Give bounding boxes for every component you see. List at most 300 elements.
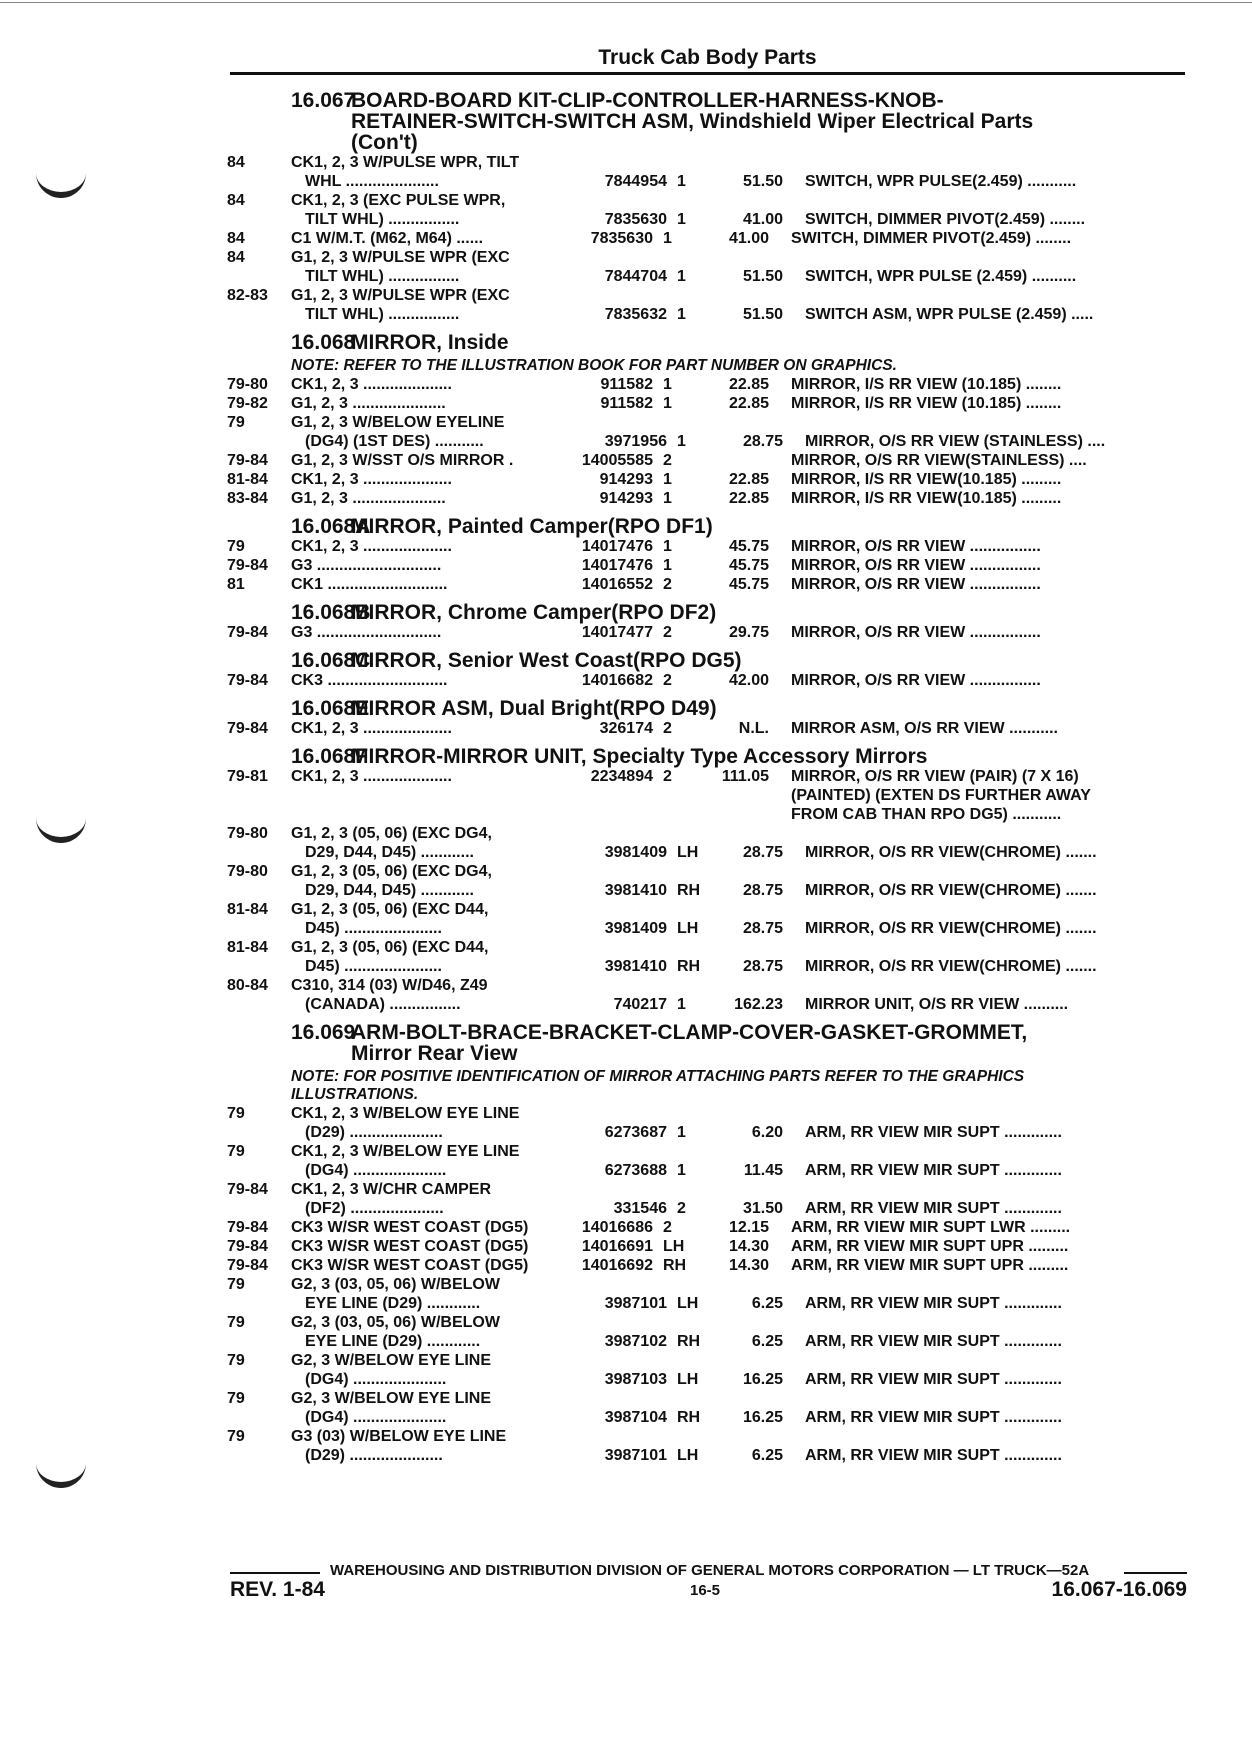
- part-row: [227, 824, 1187, 862]
- part-row-line: [227, 172, 1187, 191]
- part-description: MIRROR, O/S RR VIEW(CHROME) .......: [805, 958, 1097, 975]
- model-years: [227, 1161, 291, 1180]
- part-row-line: [227, 1427, 1187, 1446]
- quantity: 1: [663, 490, 672, 507]
- quantity: 2: [663, 452, 672, 469]
- part-row: [227, 375, 1187, 394]
- parts-catalog-content: [227, 82, 1187, 1465]
- model-years: [227, 1370, 291, 1389]
- part-row: [227, 575, 1187, 594]
- section-note: NOTE: REFER TO THE ILLUSTRATION BOOK FOR PART NUMBER ON GRAPHICS.: [291, 357, 897, 374]
- quantity: 1: [663, 471, 672, 488]
- part-description: MIRROR, O/S RR VIEW (PAIR) (7 X 16) (PAINTED) (EXTEN DS FURTHER AWAY FROM CAB THAN RPO DG5) ...........: [791, 768, 1091, 823]
- part-row-line: [227, 413, 1187, 432]
- application: G1, 2, 3 W/PULSE WPR (EXC: [291, 287, 510, 304]
- part-number: 7835632: [604, 306, 667, 323]
- part-number: 326174: [599, 720, 653, 737]
- part-row-line: [227, 286, 1187, 305]
- quantity: 2: [663, 624, 672, 641]
- part-description: ARM, RR VIEW MIR SUPT .............: [805, 1200, 1062, 1217]
- model-years: 81: [227, 576, 245, 593]
- part-description: MIRROR UNIT, O/S RR VIEW ..........: [805, 996, 1069, 1013]
- application: G2, 3 W/BELOW EYE LINE: [291, 1390, 492, 1407]
- price: 28.75: [742, 433, 783, 450]
- quantity: LH: [677, 1371, 699, 1388]
- price: 51.50: [742, 306, 783, 323]
- model-years: 79-84: [227, 452, 268, 469]
- part-row-line: [227, 1294, 1187, 1313]
- part-description: ARM, RR VIEW MIR SUPT .............: [805, 1162, 1062, 1179]
- section-heading: [227, 698, 1187, 719]
- part-row-line: [227, 623, 1187, 642]
- part-description: ARM, RR VIEW MIR SUPT .............: [805, 1371, 1062, 1388]
- application: (DG4) .....................: [305, 1409, 447, 1426]
- application: G1, 2, 3 (05, 06) (EXC DG4,: [291, 863, 492, 880]
- model-years: 79: [227, 1143, 245, 1160]
- quantity: 2: [663, 576, 672, 593]
- part-row-line: [227, 1389, 1187, 1408]
- application: G1, 2, 3 .....................: [291, 395, 446, 412]
- part-row-line: [227, 1313, 1187, 1332]
- part-row-line: [227, 1199, 1187, 1218]
- model-years: 79-84: [227, 1181, 268, 1198]
- model-years: [227, 210, 291, 229]
- quantity: LH: [677, 1447, 699, 1464]
- part-row-line: [227, 489, 1187, 508]
- part-number: 3987103: [604, 1371, 667, 1388]
- part-number: 7844704: [604, 268, 667, 285]
- part-row-line: [227, 1351, 1187, 1370]
- part-number: 14016691: [581, 1238, 653, 1255]
- quantity: 1: [677, 306, 686, 323]
- part-row: [227, 1142, 1187, 1180]
- model-years: 80-84: [227, 977, 268, 994]
- quantity: LH: [677, 844, 699, 861]
- footer-rule-left: [230, 1572, 320, 1574]
- part-description: SWITCH, WPR PULSE (2.459) ..........: [805, 268, 1077, 285]
- part-number: 6273688: [604, 1162, 667, 1179]
- section-heading: [227, 1022, 1187, 1064]
- model-years: 79-82: [227, 395, 268, 412]
- part-row: [227, 489, 1187, 508]
- price: 11.45: [743, 1162, 783, 1179]
- section-title: BOARD-BOARD KIT-CLIP-CONTROLLER-HARNESS-KNOB- RETAINER-SWITCH-SWITCH ASM, Windshield Wiper Electrical Parts (Con't): [351, 89, 1034, 154]
- model-years: 79-80: [227, 825, 268, 842]
- part-row: [227, 1256, 1187, 1275]
- quantity: 2: [677, 1200, 686, 1217]
- application: G3 ............................: [291, 557, 442, 574]
- application: CK1, 2, 3 ....................: [291, 720, 452, 737]
- part-row: [227, 286, 1187, 324]
- part-row: [227, 394, 1187, 413]
- part-row: [227, 248, 1187, 286]
- part-row-line: [227, 1446, 1187, 1465]
- model-years: 79: [227, 1276, 245, 1293]
- price: 42.00: [728, 672, 769, 689]
- part-description: SWITCH, DIMMER PIVOT(2.459) ........: [805, 211, 1086, 228]
- model-years: 79: [227, 1428, 245, 1445]
- application: G3 (03) W/BELOW EYE LINE: [291, 1428, 507, 1445]
- quantity: 1: [677, 1162, 686, 1179]
- model-years: 79-80: [227, 863, 268, 880]
- application: CK1, 2, 3 W/CHR CAMPER: [291, 1181, 492, 1198]
- part-row-line: [227, 153, 1187, 172]
- price: 12.15: [728, 1219, 769, 1236]
- part-row: [227, 1389, 1187, 1427]
- application: CK3 W/SR WEST COAST (DG5): [291, 1219, 529, 1236]
- application: EYE LINE (D29) ............: [305, 1295, 481, 1312]
- quantity: 1: [677, 268, 686, 285]
- section-title: MIRROR, Inside: [351, 331, 509, 354]
- top-edge-rule: [0, 2, 1252, 3]
- part-row-line: [227, 1237, 1187, 1256]
- part-row-line: [227, 824, 1187, 843]
- price: 14.30: [728, 1257, 769, 1274]
- application: TILT WHL) ................: [305, 306, 460, 323]
- part-number: 6273687: [604, 1124, 667, 1141]
- application: CK1, 2, 3 ....................: [291, 768, 452, 785]
- part-row-line: [227, 248, 1187, 267]
- application: TILT WHL) ................: [305, 268, 460, 285]
- application: G1, 2, 3 (05, 06) (EXC D44,: [291, 939, 489, 956]
- part-row: [227, 1351, 1187, 1389]
- price: 22.85: [728, 395, 769, 412]
- part-row-line: [227, 575, 1187, 594]
- part-row-line: [227, 719, 1187, 738]
- price: 6.20: [751, 1124, 783, 1141]
- binder-hole-mark-middle: [36, 815, 86, 843]
- application: (DF2) .....................: [305, 1200, 444, 1217]
- part-row: [227, 451, 1187, 470]
- model-years: [227, 267, 291, 286]
- part-number: 2234894: [590, 768, 653, 785]
- quantity: 1: [677, 433, 686, 450]
- model-years: 81-84: [227, 939, 268, 956]
- part-number: 740217: [613, 996, 667, 1013]
- model-years: 79-84: [227, 557, 268, 574]
- section-number: 16.068: [291, 331, 356, 354]
- part-row: [227, 862, 1187, 900]
- part-number: 3987101: [604, 1447, 667, 1464]
- application: (D29) .....................: [305, 1447, 443, 1464]
- part-row: [227, 1180, 1187, 1218]
- model-years: [227, 919, 291, 938]
- section-heading: [227, 746, 1187, 767]
- part-row: [227, 976, 1187, 1014]
- part-row-line: [227, 995, 1187, 1014]
- part-number: 7835630: [604, 211, 667, 228]
- part-row: [227, 556, 1187, 575]
- section-note: NOTE: FOR POSITIVE IDENTIFICATION OF MIRROR ATTACHING PARTS REFER TO THE GRAPHICS ILLUSTRATIONS.: [291, 1068, 1025, 1103]
- part-number: 7844954: [604, 173, 667, 190]
- part-description: MIRROR, O/S RR VIEW (STAINLESS) ....: [805, 433, 1106, 450]
- part-row-line: [227, 470, 1187, 489]
- model-years: 79: [227, 1352, 245, 1369]
- application: CK3 W/SR WEST COAST (DG5): [291, 1238, 529, 1255]
- part-description: MIRROR, I/S RR VIEW (10.185) ........: [791, 395, 1062, 412]
- part-row: [227, 1218, 1187, 1237]
- part-description: MIRROR, I/S RR VIEW(10.185) .........: [791, 490, 1062, 507]
- part-description: MIRROR, O/S RR VIEW(CHROME) .......: [805, 882, 1097, 899]
- part-number: 3981409: [604, 920, 667, 937]
- price: 31.50: [742, 1200, 783, 1217]
- section-heading: [227, 332, 1187, 353]
- model-years: 79: [227, 1314, 245, 1331]
- part-row-line: [227, 1142, 1187, 1161]
- part-number: 14017477: [581, 624, 653, 641]
- application: D45) ......................: [305, 920, 442, 937]
- quantity: 1: [663, 376, 672, 393]
- part-description: ARM, RR VIEW MIR SUPT .............: [805, 1295, 1062, 1312]
- application: D29, D44, D45) ............: [305, 844, 474, 861]
- model-years: [227, 1294, 291, 1313]
- quantity: 1: [663, 395, 672, 412]
- application: CK1, 2, 3 W/BELOW EYE LINE: [291, 1143, 520, 1160]
- part-row-line: [227, 938, 1187, 957]
- part-row-line: [227, 843, 1187, 862]
- part-number: 3981410: [604, 958, 667, 975]
- application: G1, 2, 3 (05, 06) (EXC DG4,: [291, 825, 492, 842]
- section-number: 16.068F: [291, 745, 369, 768]
- model-years: [227, 1332, 291, 1351]
- application: C1 W/M.T. (M62, M64) ......: [291, 230, 484, 247]
- price: 6.25: [751, 1447, 783, 1464]
- application: CK1, 2, 3 (EXC PULSE WPR,: [291, 192, 506, 209]
- quantity: LH: [663, 1238, 685, 1255]
- part-description: ARM, RR VIEW MIR SUPT .............: [805, 1333, 1062, 1350]
- price: 22.85: [728, 490, 769, 507]
- model-years: 84: [227, 154, 245, 171]
- part-number: 3987102: [604, 1333, 667, 1350]
- quantity: 2: [663, 768, 672, 785]
- part-row-line: [227, 1256, 1187, 1275]
- part-row-line: [227, 1180, 1187, 1199]
- part-row: [227, 413, 1187, 451]
- model-years: 83-84: [227, 490, 268, 507]
- application: CK1, 2, 3 ....................: [291, 471, 452, 488]
- section-heading: [227, 90, 1187, 153]
- quantity: 1: [677, 1124, 686, 1141]
- part-row-line: [227, 1370, 1187, 1389]
- price: 51.50: [742, 173, 783, 190]
- part-number: 14017476: [581, 557, 653, 574]
- part-number: 911582: [600, 376, 653, 393]
- part-row: [227, 671, 1187, 690]
- part-row-line: [227, 1161, 1187, 1180]
- price: 14.30: [728, 1238, 769, 1255]
- model-years: 79: [227, 1390, 245, 1407]
- model-years: 79-80: [227, 376, 268, 393]
- price: 41.00: [728, 230, 769, 247]
- part-row-line: [227, 900, 1187, 919]
- quantity: RH: [677, 1409, 701, 1426]
- section-number: 16.069: [291, 1021, 356, 1044]
- part-row-line: [227, 862, 1187, 881]
- part-description: MIRROR, I/S RR VIEW(10.185) .........: [791, 471, 1062, 488]
- application: CK3 W/SR WEST COAST (DG5): [291, 1257, 529, 1274]
- model-years: 84: [227, 230, 245, 247]
- model-years: [227, 1199, 291, 1218]
- application: CK1, 2, 3 W/PULSE WPR, TILT: [291, 154, 520, 171]
- title-rule: [230, 72, 1185, 75]
- footer-rule-right: [1124, 1572, 1187, 1574]
- section-title: MIRROR, Chrome Camper(RPO DF2): [351, 601, 717, 624]
- part-description: MIRROR, O/S RR VIEW ................: [791, 538, 1041, 555]
- model-years: 79-81: [227, 768, 268, 785]
- model-years: [227, 881, 291, 900]
- part-row-line: [227, 1275, 1187, 1294]
- model-years: 84: [227, 192, 245, 209]
- application: CK1 ...........................: [291, 576, 448, 593]
- application: (DG4) (1ST DES) ...........: [305, 433, 484, 450]
- application: G3 ............................: [291, 624, 442, 641]
- model-years: [227, 172, 291, 191]
- binder-hole-mark-bottom: [36, 1460, 86, 1488]
- part-row: [227, 153, 1187, 191]
- part-description: ARM, RR VIEW MIR SUPT .............: [805, 1409, 1062, 1426]
- footer-division-text: WAREHOUSING AND DISTRIBUTION DIVISION OF GENERAL MOTORS CORPORATION — LT TRUCK—52A: [330, 1562, 1090, 1579]
- model-years: [227, 957, 291, 976]
- section-number: 16.068B: [291, 601, 371, 624]
- section-number: 16.067: [291, 89, 356, 112]
- part-row: [227, 229, 1187, 248]
- part-row-line: [227, 375, 1187, 394]
- model-years: 79-84: [227, 672, 268, 689]
- part-description: SWITCH ASM, WPR PULSE (2.459) .....: [805, 306, 1094, 323]
- price: 45.75: [728, 557, 769, 574]
- part-number: 914293: [599, 471, 653, 488]
- application: CK1, 2, 3 ....................: [291, 376, 452, 393]
- part-row-line: [227, 957, 1187, 976]
- part-description: MIRROR, O/S RR VIEW(CHROME) .......: [805, 844, 1097, 861]
- application: G1, 2, 3 (05, 06) (EXC D44,: [291, 901, 489, 918]
- model-years: 81-84: [227, 471, 268, 488]
- price: N.L.: [738, 720, 769, 737]
- page-title: Truck Cab Body Parts: [598, 46, 817, 69]
- application: D45) ......................: [305, 958, 442, 975]
- part-number: 14016682: [581, 672, 653, 689]
- part-description: MIRROR, O/S RR VIEW ................: [791, 576, 1041, 593]
- price: 22.85: [728, 471, 769, 488]
- quantity: RH: [677, 882, 701, 899]
- model-years: 82-83: [227, 287, 268, 304]
- part-row-line: [227, 229, 1187, 248]
- section-number: 16.068C: [291, 649, 371, 672]
- application: (DG4) .....................: [305, 1162, 447, 1179]
- part-number: 3981410: [604, 882, 667, 899]
- quantity: RH: [677, 1333, 701, 1350]
- part-row: [227, 623, 1187, 642]
- section-title: MIRROR, Senior West Coast(RPO DG5): [351, 649, 742, 672]
- part-row-line: [227, 976, 1187, 995]
- part-description: SWITCH, DIMMER PIVOT(2.459) ........: [791, 230, 1072, 247]
- part-row-line: [227, 432, 1187, 451]
- section-title: MIRROR, Painted Camper(RPO DF1): [351, 515, 713, 538]
- quantity: RH: [663, 1257, 687, 1274]
- model-years: 79: [227, 1105, 245, 1122]
- price: 6.25: [751, 1333, 783, 1350]
- part-row: [227, 1313, 1187, 1351]
- part-number: 14016552: [581, 576, 653, 593]
- part-row-line: [227, 1408, 1187, 1427]
- price: 28.75: [742, 844, 783, 861]
- binder-hole-mark-top: [36, 170, 86, 198]
- application: CK1, 2, 3 ....................: [291, 538, 452, 555]
- application: C310, 314 (03) W/D46, Z49: [291, 977, 488, 994]
- model-years: 79: [227, 414, 245, 431]
- part-row-line: [227, 451, 1187, 470]
- price: 51.50: [742, 268, 783, 285]
- part-row-line: [227, 767, 1187, 824]
- part-description: MIRROR, O/S RR VIEW(CHROME) .......: [805, 920, 1097, 937]
- price: 28.75: [742, 958, 783, 975]
- application: G2, 3 W/BELOW EYE LINE: [291, 1352, 492, 1369]
- quantity: 1: [663, 538, 672, 555]
- application: G1, 2, 3 .....................: [291, 490, 446, 507]
- application: CK3 ...........................: [291, 672, 448, 689]
- application: (D29) .....................: [305, 1124, 443, 1141]
- part-row-line: [227, 537, 1187, 556]
- part-description: ARM, RR VIEW MIR SUPT UPR .........: [791, 1238, 1069, 1255]
- part-number: 14016692: [581, 1257, 653, 1274]
- page-number: 16-5: [690, 1582, 721, 1599]
- application: (CANADA) ................: [305, 996, 461, 1013]
- price: 162.23: [734, 996, 783, 1013]
- model-years: 79-84: [227, 720, 268, 737]
- part-number: 14017476: [581, 538, 653, 555]
- application: CK1, 2, 3 W/BELOW EYE LINE: [291, 1105, 520, 1122]
- model-years: [227, 995, 291, 1014]
- application: G1, 2, 3 W/PULSE WPR (EXC: [291, 249, 510, 266]
- price: 111.05: [721, 768, 769, 785]
- part-row-line: [227, 305, 1187, 324]
- revision-label: REV. 1-84: [230, 1578, 325, 1601]
- section-title: MIRROR-MIRROR UNIT, Specialty Type Accessory Mirrors: [351, 745, 928, 768]
- part-row-line: [227, 1104, 1187, 1123]
- model-years: 84: [227, 249, 245, 266]
- model-years: [227, 305, 291, 324]
- quantity: LH: [677, 920, 699, 937]
- part-row: [227, 719, 1187, 738]
- price: 16.25: [742, 1409, 783, 1426]
- model-years: [227, 432, 291, 451]
- part-description: MIRROR, I/S RR VIEW (10.185) ........: [791, 376, 1062, 393]
- part-row-line: [227, 1332, 1187, 1351]
- quantity: 1: [677, 211, 686, 228]
- section-heading: [227, 650, 1187, 671]
- part-number: 7835630: [590, 230, 653, 247]
- section-number: 16.068E: [291, 697, 370, 720]
- price: 6.25: [751, 1295, 783, 1312]
- part-row: [227, 470, 1187, 489]
- part-row: [227, 1275, 1187, 1313]
- part-row-line: [227, 671, 1187, 690]
- price: [689, 451, 769, 470]
- part-row: [227, 1427, 1187, 1465]
- model-years: 79-84: [227, 1219, 268, 1236]
- part-number: 914293: [599, 490, 653, 507]
- quantity: 1: [663, 230, 672, 247]
- application: G2, 3 (03, 05, 06) W/BELOW: [291, 1314, 500, 1331]
- part-description: SWITCH, WPR PULSE(2.459) ...........: [805, 173, 1077, 190]
- application: EYE LINE (D29) ............: [305, 1333, 481, 1350]
- application: G1, 2, 3 W/BELOW EYELINE: [291, 414, 505, 431]
- part-description: MIRROR, O/S RR VIEW ................: [791, 624, 1041, 641]
- part-row: [227, 767, 1187, 824]
- part-description: MIRROR, O/S RR VIEW ................: [791, 672, 1041, 689]
- part-description: MIRROR, O/S RR VIEW(STAINLESS) ....: [791, 452, 1087, 469]
- quantity: 2: [663, 1219, 672, 1236]
